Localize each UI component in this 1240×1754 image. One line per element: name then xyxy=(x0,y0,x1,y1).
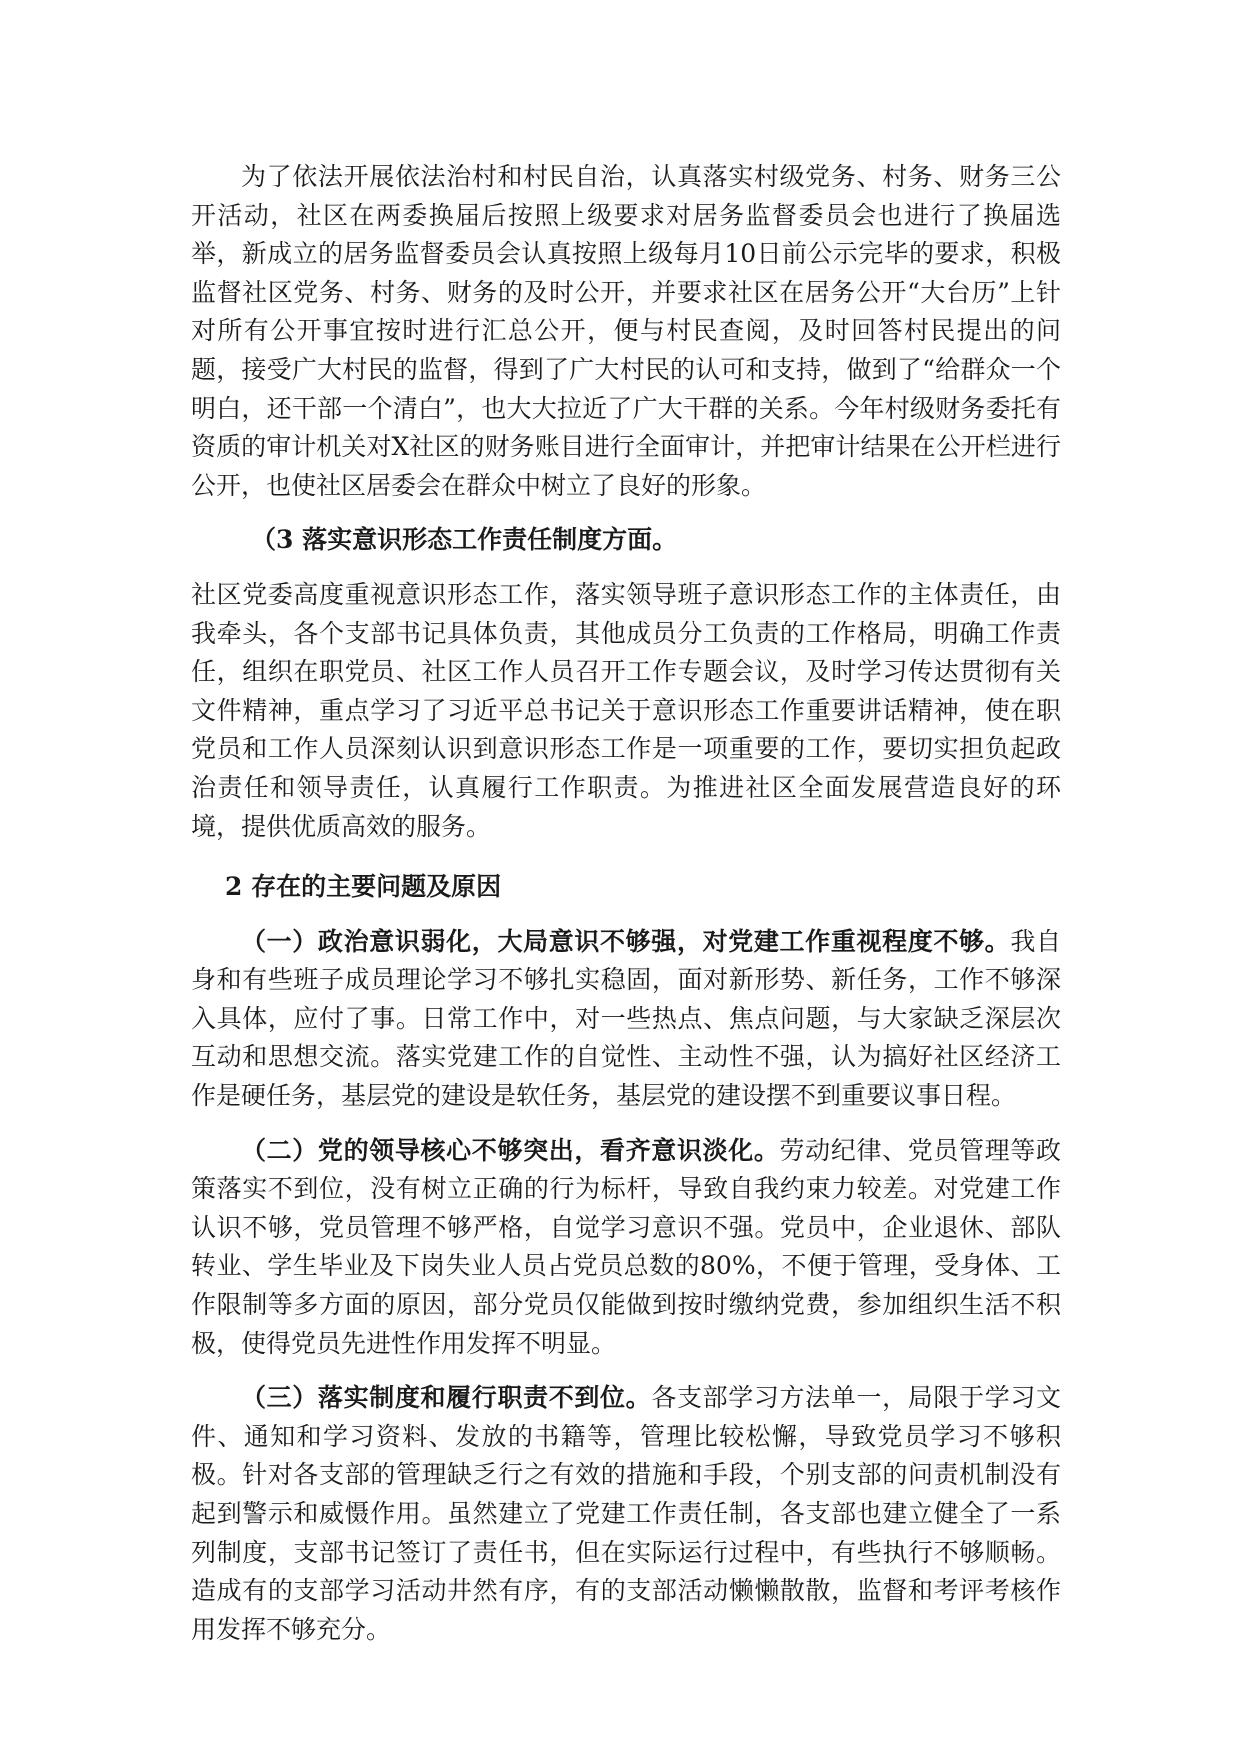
issue-2-body: 劳动纪律、党员管理等政策落实不到位，没有树立正确的行为标杆，导致自我约束力较差。对党建工作认识不够，党员管理不够严格，自觉学习意识不强。党员中，企业退休、部队转业、学生毕业及下岗失业人员占党员总数的80%，不便于管理，受身体、工作限制等多方面的原因，部分党员仅能做到按时缴纳党费，参加组织生活不积极，使得党员先进性作用发挥不明显。 xyxy=(191,1135,1061,1358)
section-heading-main-problems: 2 存在的主要问题及原因 xyxy=(225,872,502,902)
issue-2-paragraph xyxy=(191,1132,1061,1364)
paragraph-village-affairs-disclosure: 为了依法开展依法治村和村民自治，认真落实村级党务、村务、财务三公开活动，社区在两委换届后按照上级要求对居务监督委员会也进行了换届选举，新成立的居务监督委员会认真按照上级每月10日前公示完毕的要求，积极监督社区党务、村务、财务的及时公开，并要求社区在居务公开“大台历”上针对所有公开事宜按时进行汇总公开，便与村民查阅，及时回答村民提出的问题，接受广大村民的监督，得到了广大村民的认可和支持，做到了“给群众一个明白，还干部一个清白”，也大大拉近了广大干群的关系。今年村级财务委托有资质的审计机关对X社区的财务账目进行全面审计，并把审计结果在公开栏进行公开，也使社区居委会在群众中树立了良好的形象。 xyxy=(191,162,1061,500)
issue-3-title: （三）落实制度和履行职责不到位。 xyxy=(241,1383,652,1413)
issue-1-body: 我自身和有些班子成员理论学习不够扎实稳固，面对新形势、新任务，工作不够深入具体，应付了事。日常工作中，对一些热点、焦点问题，与大家缺乏深层次互动和思想交流。落实党建工作的自觉性、主动性不强，认为搞好社区经济工作是硬任务，基层党的建设是软任务，基层党的建设摆不到重要议事日程。 xyxy=(191,926,1061,1111)
issue-3-body: 各支部学习方法单一，局限于学习文件、通知和学习资料、发放的书籍等，管理比较松懈，导致党员学习不够积极。针对各支部的管理缺乏行之有效的措施和手段，个别支部的问责机制没有起到警示和威慑作用。虽然建立了党建工作责任制，各支部也建立健全了一系列制度，支部书记签订了责任书，但在实际运行过程中，有些执行不够顺畅。造成有的支部学习活动井然有序，有的支部活动懒懒散散，监督和考评考核作用发挥不够充分。 xyxy=(191,1383,1061,1644)
issue-2-title: （二）党的领导核心不够突出，看齐意识淡化。 xyxy=(241,1135,780,1165)
issue-1-title: （一）政治意识弱化，大局意识不够强，对党建工作重视程度不够。 xyxy=(241,926,1011,956)
issue-3-paragraph xyxy=(191,1379,1061,1649)
section-heading-ideology-responsibility: （3 落实意识形态工作责任制度方面。 xyxy=(251,525,678,555)
issue-1-paragraph xyxy=(191,923,1061,1116)
document-body xyxy=(191,158,1061,1649)
paragraph-ideology-work: 社区党委高度重视意识形态工作，落实领导班子意识形态工作的主体责任，由我牵头，各个支部书记具体负责，其他成员分工负责的工作格局，明确工作责任，组织在职党员、社区工作人员召开工作专题会议，及时学习传达贯彻有关文件精神，重点学习了习近平总书记关于意识形态工作重要讲话精神，使在职党员和工作人员深刻认识到意识形态工作是一项重要的工作，要切实担负起政治责任和领导责任，认真履行工作职责。为推进社区全面发展营造良好的环境，提供优质高效的服务。 xyxy=(191,579,1061,841)
